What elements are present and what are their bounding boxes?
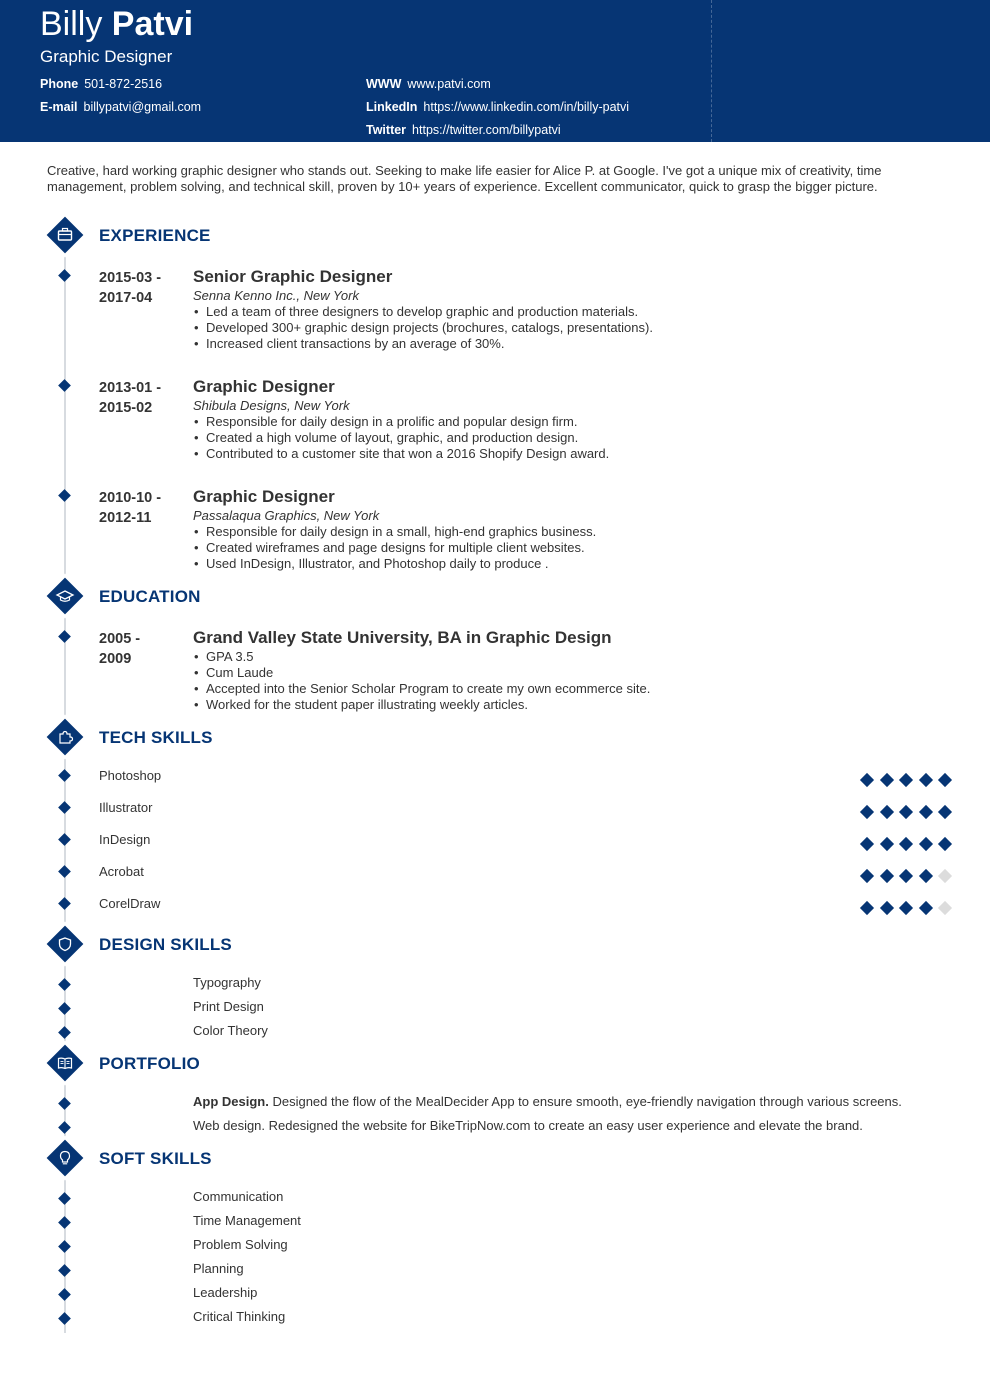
- portfolio-item: [193, 1118, 863, 1133]
- timeline-dot: [58, 1240, 71, 1253]
- timeline-dot: [58, 269, 71, 282]
- contact-linkedin[interactable]: [366, 99, 629, 115]
- contact-label: LinkedIn: [366, 100, 418, 114]
- list-item: • Contributed to a customer site that won a 2016 Shopify Design award.: [193, 446, 609, 462]
- portfolio-item-name: App Design.: [193, 1094, 269, 1109]
- section-title-experience: EXPERIENCE: [99, 226, 211, 245]
- list-item: Communication: [193, 1189, 284, 1204]
- rating-diamond-filled: [899, 869, 913, 883]
- skill-rating: [858, 901, 958, 915]
- rating-diamond-filled: [860, 869, 874, 883]
- portfolio-item: [193, 1094, 902, 1109]
- rating-diamond-filled: [879, 837, 893, 851]
- education-date: [99, 629, 140, 669]
- skill-name: Acrobat: [99, 864, 144, 879]
- list-item: • Worked for the student paper illustrating weekly articles.: [193, 697, 650, 713]
- section-title-design-skills: DESIGN SKILLS: [99, 935, 232, 954]
- timeline-dot: [58, 1121, 71, 1134]
- rating-diamond-filled: [860, 837, 874, 851]
- timeline-dot: [58, 1097, 71, 1110]
- date-start: 2015-03 -: [99, 270, 162, 286]
- contact-website[interactable]: [366, 76, 491, 92]
- job-bullets: [193, 524, 596, 572]
- rating-diamond-filled: [918, 901, 932, 915]
- rating-diamond-filled: [860, 805, 874, 819]
- timeline-dot: [58, 1026, 71, 1039]
- rating-diamond-filled: [879, 869, 893, 883]
- skill-name: CorelDraw: [99, 896, 161, 911]
- job-company: Passalaqua Graphics, New York: [193, 508, 380, 523]
- timeline-dot: [58, 1312, 71, 1325]
- rating-diamond-filled: [899, 805, 913, 819]
- timeline-dot: [58, 1264, 71, 1277]
- briefcase-icon: [47, 217, 84, 254]
- job-company: Shibula Designs, New York: [193, 398, 350, 413]
- graduation-cap-icon: [47, 578, 84, 615]
- degree-title: Grand Valley State University, BA in Graphic Design: [193, 628, 612, 647]
- portfolio-item-text: Designed the flow of the MealDecider App to ensure smooth, eye-friendly navigation through various screens.: [272, 1094, 902, 1109]
- timeline-dot: [58, 1002, 71, 1015]
- first-name: Billy: [40, 5, 103, 43]
- timeline-dot: [58, 769, 71, 782]
- date-start: 2013-01 -: [99, 380, 162, 396]
- timeline-dot: [58, 833, 71, 846]
- contact-value: 501-872-2516: [84, 77, 163, 91]
- date-end: 2015-02: [99, 400, 153, 416]
- job-title: Graphic Designer: [193, 377, 335, 396]
- job-role: Graphic Designer: [40, 47, 173, 66]
- list-item: • Increased client transactions by an average of 30%.: [193, 336, 653, 352]
- full-name: [40, 4, 193, 44]
- list-item: • Responsible for daily design in a prolific and popular design firm.: [193, 414, 609, 430]
- date-start: 2005 -: [99, 631, 141, 647]
- puzzle-icon: [47, 719, 84, 756]
- rating-diamond-filled: [879, 805, 893, 819]
- contact-value[interactable]: https://www.linkedin.com/in/billy-patvi: [423, 100, 630, 114]
- list-item: Print Design: [193, 999, 264, 1014]
- rating-diamond-filled: [879, 901, 893, 915]
- rating-diamond-filled: [879, 773, 893, 787]
- list-item: Time Management: [193, 1213, 301, 1228]
- rating-diamond-filled: [899, 837, 913, 851]
- skill-name: Photoshop: [99, 768, 162, 783]
- rating-diamond-filled: [918, 773, 932, 787]
- rating-diamond-filled: [860, 773, 874, 787]
- list-item: Typography: [193, 975, 261, 990]
- contact-twitter[interactable]: [366, 122, 561, 138]
- list-item: • Created a high volume of layout, graphic, and production design.: [193, 430, 609, 446]
- contact-value[interactable]: www.patvi.com: [407, 77, 491, 91]
- timeline-dot: [58, 1288, 71, 1301]
- timeline-dot: [58, 630, 71, 643]
- list-item: • Created wireframes and page designs for multiple client websites.: [193, 540, 596, 556]
- contact-email[interactable]: [40, 99, 201, 115]
- job-date: [99, 268, 161, 308]
- rating-diamond-filled: [938, 805, 952, 819]
- last-name: Patvi: [111, 5, 194, 43]
- timeline-dot: [58, 897, 71, 910]
- contact-value[interactable]: https://twitter.com/billypatvi: [412, 123, 561, 137]
- list-item: • Accepted into the Senior Scholar Program to create my own ecommerce site.: [193, 681, 650, 697]
- timeline-dot: [58, 1192, 71, 1205]
- shield-icon: [47, 926, 84, 963]
- rating-diamond-filled: [918, 805, 932, 819]
- skill-rating: [858, 837, 958, 851]
- rating-diamond-empty: [938, 869, 952, 883]
- list-item: Critical Thinking: [193, 1309, 286, 1324]
- rating-diamond-filled: [899, 773, 913, 787]
- rating-diamond-filled: [860, 901, 874, 915]
- list-item: • Used InDesign, Illustrator, and Photoshop daily to produce .: [193, 556, 596, 572]
- date-end: 2009: [99, 651, 132, 667]
- job-company: Senna Kenno Inc., New York: [193, 288, 359, 303]
- list-item: • Led a team of three designers to develop graphic and production materials.: [193, 304, 653, 320]
- job-bullets: [193, 414, 609, 462]
- skill-rating: [858, 869, 958, 883]
- lightbulb-icon: [47, 1140, 84, 1177]
- list-item: • GPA 3.5: [193, 649, 650, 665]
- contact-label: Twitter: [366, 123, 407, 137]
- job-bullets: [193, 304, 653, 352]
- job-date: [99, 488, 161, 528]
- skill-rating: [858, 805, 958, 819]
- book-icon: [47, 1045, 84, 1082]
- rating-diamond-filled: [918, 869, 932, 883]
- rating-diamond-filled: [899, 901, 913, 915]
- rating-diamond-filled: [938, 773, 952, 787]
- header-divider: [711, 0, 712, 142]
- timeline-dot: [58, 379, 71, 392]
- timeline-dot: [58, 801, 71, 814]
- list-item: • Developed 300+ graphic design projects (brochures, catalogs, presentations).: [193, 320, 653, 336]
- contact-label: Phone: [40, 77, 79, 91]
- section-title-portfolio: PORTFOLIO: [99, 1054, 200, 1073]
- resume-header: [0, 0, 990, 142]
- list-item: Color Theory: [193, 1023, 268, 1038]
- timeline-dot: [58, 865, 71, 878]
- timeline-dot: [58, 489, 71, 502]
- timeline-dot: [58, 978, 71, 991]
- skill-rating: [858, 773, 958, 787]
- list-item: Leadership: [193, 1285, 258, 1300]
- contact-phone: [40, 76, 162, 92]
- job-title: Senior Graphic Designer: [193, 267, 393, 286]
- date-start: 2010-10 -: [99, 490, 162, 506]
- contact-value[interactable]: billypatvi@gmail.com: [83, 100, 202, 114]
- date-end: 2012-11: [99, 510, 152, 526]
- section-title-education: EDUCATION: [99, 587, 201, 606]
- list-item: • Responsible for daily design in a small, high-end graphics business.: [193, 524, 596, 540]
- summary-text: Creative, hard working graphic designer who stands out. Seeking to make life easier for Alice P. at Google. I've got a unique mix of creativity, time management, problem solving, and technical skill, proven by 10+ years of experience. Excellent communicator, quick to grasp the bigger picture.: [47, 163, 882, 194]
- section-title-soft-skills: SOFT SKILLS: [99, 1149, 212, 1168]
- job-date: [99, 378, 161, 418]
- rating-diamond-empty: [938, 901, 952, 915]
- job-title: Graphic Designer: [193, 487, 335, 506]
- skill-name: Illustrator: [99, 800, 153, 815]
- section-title-tech-skills: TECH SKILLS: [99, 728, 213, 747]
- rating-diamond-filled: [918, 837, 932, 851]
- skill-name: InDesign: [99, 832, 151, 847]
- timeline-dot: [58, 1216, 71, 1229]
- contact-label: WWW: [366, 77, 402, 91]
- rating-diamond-filled: [938, 837, 952, 851]
- list-item: Problem Solving: [193, 1237, 288, 1252]
- portfolio-item-text: Web design. Redesigned the website for BikeTripNow.com to create an easy user experience and elevate the brand.: [193, 1118, 863, 1133]
- list-item: • Cum Laude: [193, 665, 650, 681]
- date-end: 2017-04: [99, 290, 153, 306]
- education-bullets: [193, 649, 650, 713]
- list-item: Planning: [193, 1261, 244, 1276]
- contact-label: E-mail: [40, 100, 78, 114]
